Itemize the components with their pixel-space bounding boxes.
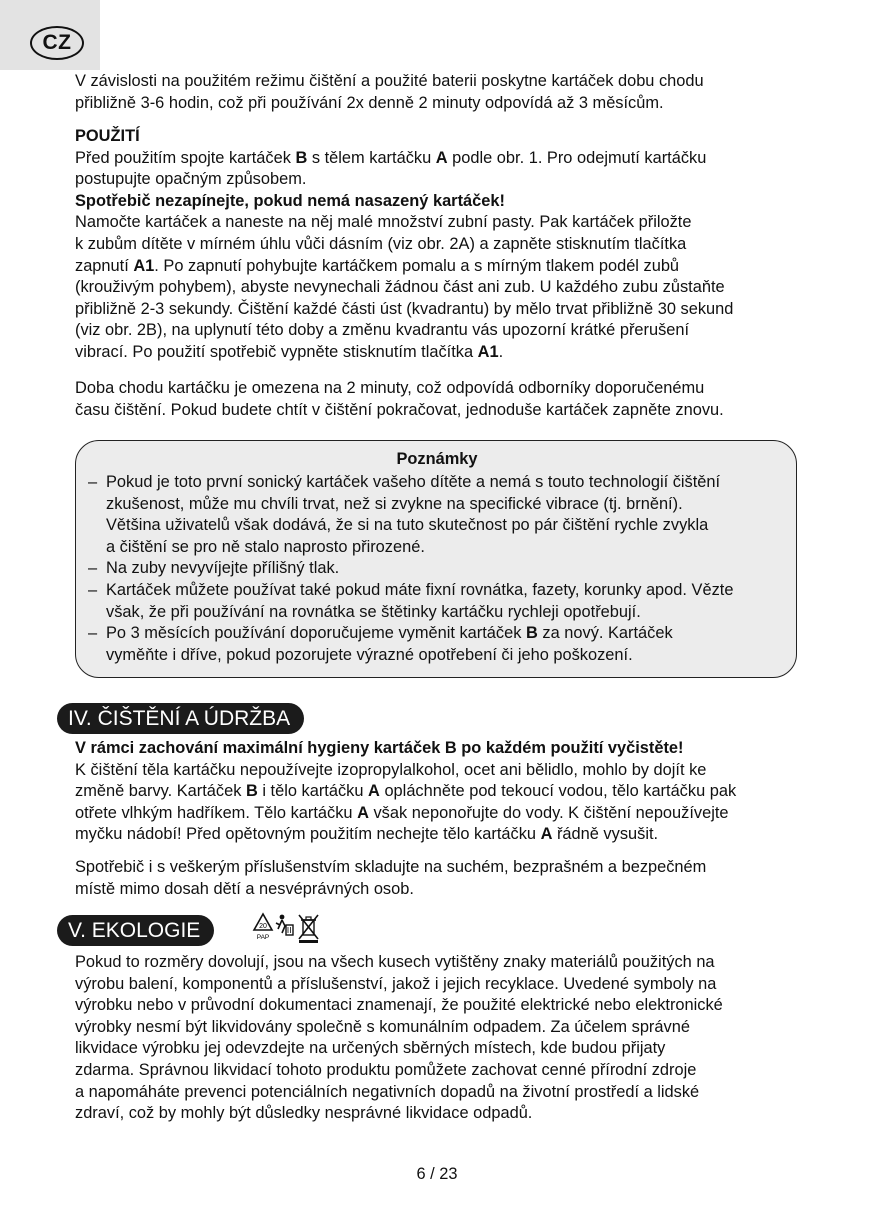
language-badge: CZ <box>30 26 84 60</box>
svg-text:20: 20 <box>259 923 267 930</box>
tidyman-icon <box>276 915 293 935</box>
note-item: – Pokud je toto první sonický kartáček vašeho dítěte a nemá s touto technologií čištění <box>88 473 721 491</box>
usage-heading: POUŽITÍ <box>75 127 140 145</box>
intro-paragraph: V závislosti na použitém režimu čištění a použité baterii poskytne kartáček dobu chodu přibližně 3-6 hodin, což při používání 2x denně 2 minuty odpovídá až 3 měsícům. <box>75 72 704 112</box>
ecology-banner: V. EKOLOGIE <box>57 915 214 946</box>
svg-text:PAP: PAP <box>256 934 270 941</box>
note-item: – Na zuby nevyvíjejte přílišný tlak. <box>88 559 340 578</box>
recycling-pap-icon <box>254 914 272 941</box>
note-item: – Kartáček můžete používat také pokud máte fixní rovnátka, fazety, korunky apod. Vězte <box>88 580 734 599</box>
ecology-icons <box>252 912 324 944</box>
usage-warning: Spotřebič nezapínejte, pokud nemá nasazený kartáček! <box>75 191 505 210</box>
notes-title: Poznámky <box>396 450 478 468</box>
note-item: – Po 3 měsících používání doporučujeme vyměnit kartáček B za nový. Kartáček <box>88 624 673 643</box>
usage-section: POUŽITÍ Před použitím spojte kartáček B s tělem kartáčku A podle obr. 1. Pro odejmutí kartáčku postupujte opačným způsobem. Spotřebič nezapínejte, pokud nemá nasazený kartáček! Namočte kartáček a naneste na něj malé množství zubní pasty. Pak kartáček přiložte k zubům dítěte v mírném úhlu vůči dásním (viz obr. 2A) a zapněte stisknutím tlačítka zapnutí A1. Po zapnutí pohybujte kartáčkem pomalu a s mírným tlakem podél zubů (krouživým pohybem), abyste nevynechali žádnou část ani zub. U každého zubu zůstaňte přibližně 2-3 sekundy. Čištění každé části úst (kvadrantu) by mělo trvat přibližně 30 sekund (viz obr. 2B), na uplynutí této doby a změnu kvadrantu vás upozorní krátké přerušení vibrací. Po použití spotřebič vypněte stisknutím tlačítka A1. <box>75 126 805 364</box>
cleaning-section: V rámci zachování maximální hygieny kartáček B po každém použití vyčistěte! K čištění těla kartáčku nepoužívejte izopropylalkohol, ocet ani bělidlo, mohlo by dojít ke změně barvy. Kartáček B i tělo kartáčku A opláchněte pod tekoucí vodou, tělo kartáčku pak otřete vlhkým hadříkem. Tělo kartáčku A však neponořujte do vody. K čištění nepoužívejte myčku nádobí! Před opětovným použitím nechejte tělo kartáčku A řádně vysušit. <box>75 739 737 844</box>
ecology-paragraph: Pokud to rozměry dovolují, jsou na všech kusech vytištěny znaky materiálů použitých na výrobu balení, komponentů a příslušenství, jakož i jejich recyklace. Uvedené symboly na výrobku nebo v průvodní dokumentaci znamenají, že použité elektrické nebo elektronické výrobky nesmí být likvidovány společně s komunálním odpadem. Za účelem správné likvidace výrobku jej odevzdejte na určených sběrných místech, kde budou přijaty zdarma. Správnou likvidací tohoto produktu pomůžete zachovat cenné přírodní zdroje a napomáháte prevenci potenciálních negativních dopadů na životní prostředí a lidské zdraví, což by mohly být důsledky nesprávné likvidace odpadů. <box>75 953 723 1123</box>
crossed-bin-icon <box>299 915 318 943</box>
usage-duration-paragraph: Doba chodu kartáčku je omezena na 2 minuty, což odpovídá odborníky doporučenému času čištění. Pokud budete chtít v čištění pokračovat, jednoduše kartáček zapněte znovu. <box>75 379 724 419</box>
storage-paragraph: Spotřebič i s veškerým příslušenstvím skladujte na suchém, bezprašném a bezpečném místě mimo dosah dětí a nesvéprávných osob. <box>75 858 707 898</box>
language-tab <box>0 0 100 70</box>
cleaning-banner: IV. ČIŠTĚNÍ A ÚDRŽBA <box>57 703 304 734</box>
page-number: 6 / 23 <box>416 1165 458 1183</box>
notes-list: – Pokud je toto první sonický kartáček vašeho dítěte a nemá s touto technologií čištění zkušenost, může mu chvíli trvat, než si zvykne na specifické vibrace (tj. brnění). Většina uživatelů však dodává, že si na tuto skutečnost po pár čištění rychle zvykla a čištění se pro ně stalo naprosto přirozené. – Na zuby nevyvíjejte přílišný tlak. – Kartáček můžete používat také pokud máte fixní rovnátka, fazety, korunky apod. Vězte však, že při používání na rovnátka se štětinky kartáčku rychleji opotřebují. – Po 3 měsících používání doporučujeme vyměnit kartáček B za nový. Kartáček vyměňte i dříve, pokud pozorujete výrazné opotřebení či jeho poškození. <box>88 472 793 666</box>
